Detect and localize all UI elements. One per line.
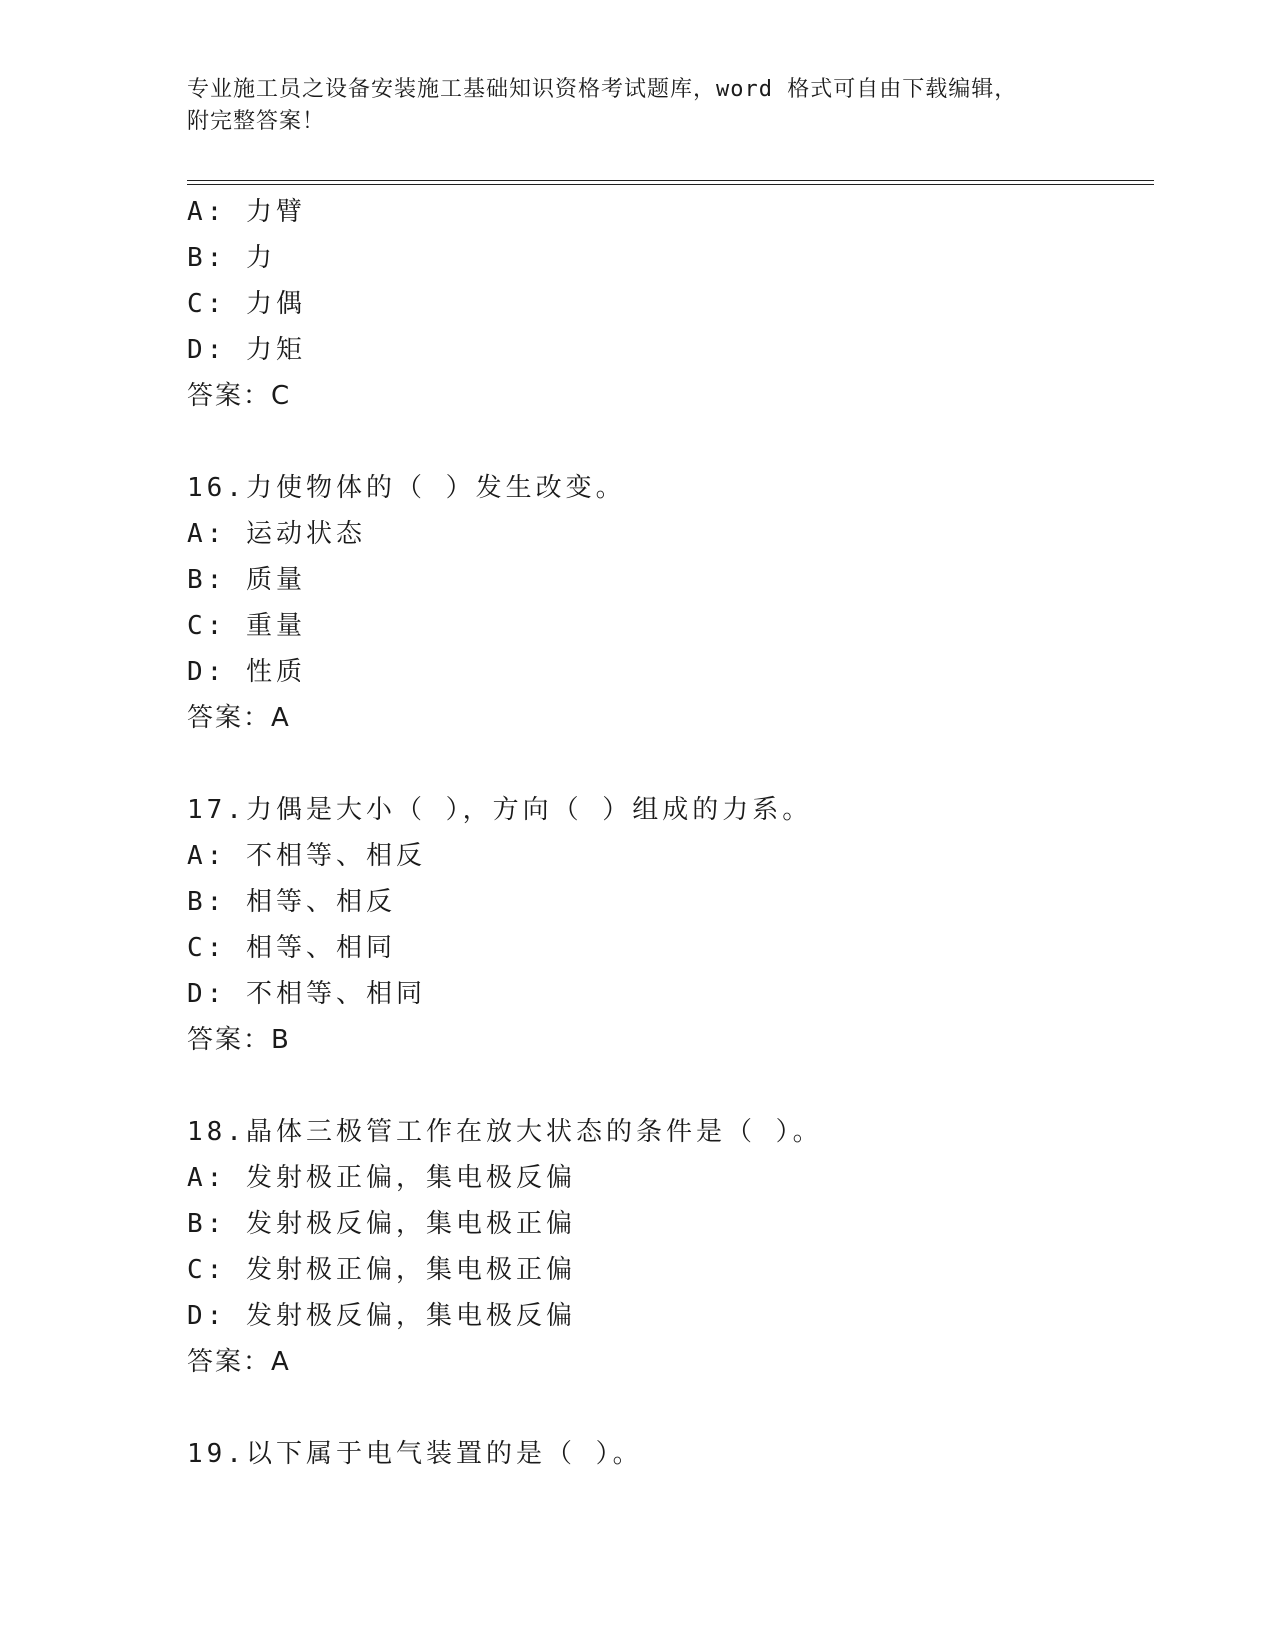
q16-option-a: A: 运动状态	[187, 519, 366, 549]
q15-option-a: A: 力臂	[187, 197, 306, 227]
header-divider-top	[187, 180, 1154, 181]
q17-answer: 答案：B	[187, 1025, 291, 1055]
q16-option-c: C: 重量	[187, 611, 306, 641]
header-line-2: 附完整答案！	[187, 109, 326, 134]
q18-answer: 答案：A	[187, 1347, 291, 1377]
q18-option-b: B: 发射极反偏，集电极正偏	[187, 1209, 576, 1239]
q15-option-c: C: 力偶	[187, 289, 306, 319]
header-divider-bottom	[187, 184, 1154, 185]
q16-answer: 答案：A	[187, 703, 291, 733]
q16-option-d: D: 性质	[187, 657, 306, 687]
q17-option-b: B: 相等、相反	[187, 887, 396, 917]
q17-option-a: A: 不相等、相反	[187, 841, 426, 871]
q18-option-d: D: 发射极反偏，集电极反偏	[187, 1301, 576, 1331]
q17-question: 17.力偶是大小（ ），方向（ ）组成的力系。	[187, 795, 813, 825]
header-line-1: 专业施工员之设备安装施工基础知识资格考试题库，word 格式可自由下载编辑，	[187, 77, 1018, 102]
q18-option-a: A: 发射极正偏，集电极反偏	[187, 1163, 576, 1193]
q16-option-b: B: 质量	[187, 565, 306, 595]
q19-question: 19.以下属于电气装置的是（ ）。	[187, 1439, 643, 1469]
q17-option-d: D: 不相等、相同	[187, 979, 426, 1009]
q15-answer: 答案：C	[187, 381, 292, 411]
q15-option-d: D: 力矩	[187, 335, 306, 365]
document-header	[187, 74, 1067, 138]
q17-option-c: C: 相等、相同	[187, 933, 396, 963]
q18-option-c: C: 发射极正偏，集电极正偏	[187, 1255, 576, 1285]
q18-question: 18.晶体三极管工作在放大状态的条件是（ ）。	[187, 1117, 823, 1147]
q16-question: 16.力使物体的（ ）发生改变。	[187, 473, 626, 503]
q15-option-b: B: 力	[187, 243, 276, 273]
